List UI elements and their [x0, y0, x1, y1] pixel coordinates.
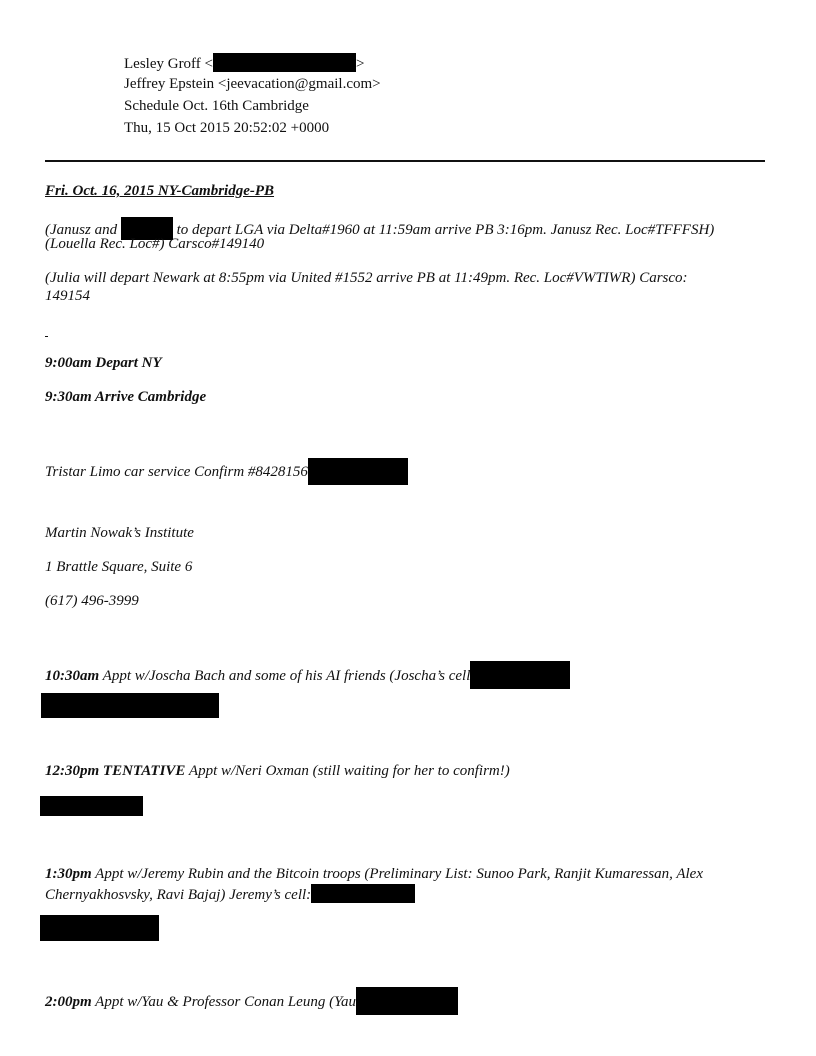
- redaction-box: [40, 796, 143, 816]
- institute-address: 1 Brattle Square, Suite 6: [45, 559, 193, 575]
- redaction-box: [470, 661, 570, 689]
- appt3-text2: Chernyakhosvsky, Ravi Bajaj) Jeremy’s cell:: [45, 887, 312, 903]
- flight1-text-a: (Janusz and: [45, 222, 121, 238]
- appt3-text: Appt w/Jeremy Rubin and the Bitcoin troops (Preliminary List: Sunoo Park, Ranjit Kumaressan, Alex: [91, 866, 703, 882]
- limo-line: [45, 458, 408, 485]
- flight-line-2: (Julia will depart Newark at 8:55pm via United #1552 arrive PB at 11:49pm. Rec. Loc#VWTIWR) Carsco:: [45, 270, 688, 286]
- redaction-box: [41, 693, 219, 718]
- redaction-box: [311, 884, 415, 903]
- appointment-3b: [45, 884, 415, 904]
- stray-mark: [45, 336, 48, 337]
- header-divider: [45, 160, 765, 162]
- appointment-4: [45, 987, 458, 1015]
- limo-text: Tristar Limo car service Confirm #8428156: [45, 464, 308, 480]
- subject-value: Schedule Oct. 16th Cambridge: [124, 98, 309, 114]
- appointment-3: [45, 866, 703, 883]
- redaction-box: [213, 53, 356, 72]
- appt4-time: 2:00pm: [45, 994, 92, 1010]
- appointment-1: [45, 661, 570, 689]
- flight1-text-b: to depart LGA via Delta#1960 at 11:59am arrive PB 3:16pm. Janusz Rec. Loc#TFFFSH): [172, 222, 715, 238]
- day-heading: Fri. Oct. 16, 2015 NY-Cambridge-PB: [45, 183, 275, 199]
- date-value: Thu, 15 Oct 2015 20:52:02 +0000: [124, 120, 330, 136]
- appt3-time: 1:30pm: [45, 866, 92, 882]
- from-name: Lesley Groff <: [124, 56, 213, 72]
- appt4-text: Appt w/Yau & Professor Conan Leung (Yau: [91, 994, 357, 1010]
- appt2-text: Appt w/Neri Oxman (still waiting for her to confirm!): [185, 763, 510, 779]
- to-value: Jeffrey Epstein <jeevacation@gmail.com>: [124, 76, 381, 92]
- flight-line-1b: (Louella Rec. Loc#) Carsco#149140: [45, 236, 265, 252]
- appt2-time: 12:30pm TENTATIVE: [45, 763, 186, 779]
- appointment-2: [45, 763, 510, 780]
- appt1-time: 10:30am: [45, 668, 100, 684]
- depart-line: 9:00am Depart NY: [45, 355, 162, 371]
- flight-line-2b: 149154: [45, 288, 90, 304]
- institute-name: Martin Nowak’s Institute: [45, 525, 194, 541]
- redaction-box: [356, 987, 458, 1015]
- redaction-box: [40, 915, 159, 941]
- appt1-text: Appt w/Joscha Bach and some of his AI friends (Joscha’s cell: [99, 668, 471, 684]
- arrive-line: 9:30am Arrive Cambridge: [45, 389, 207, 405]
- from-value: [124, 53, 364, 73]
- from-suffix: >: [356, 56, 365, 72]
- institute-phone: (617) 496-3999: [45, 593, 139, 609]
- redaction-box: [308, 458, 408, 485]
